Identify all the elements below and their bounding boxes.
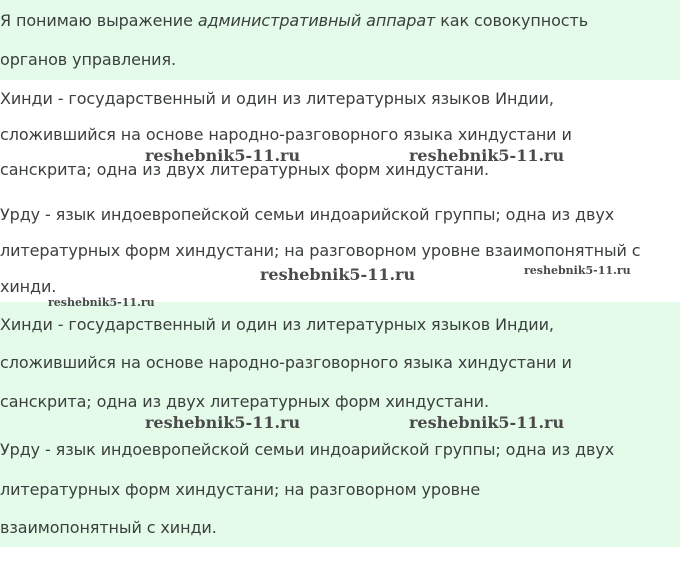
text-line: литературных форм хиндустани; на разговорном уровне (0, 480, 481, 499)
watermark: reshebnik5-11.ru (260, 265, 416, 284)
watermark: reshebnik5-11.ru (409, 413, 565, 432)
text-line: взаимопонятный с хинди. (0, 518, 217, 537)
watermark: reshebnik5-11.ru (48, 296, 155, 309)
text-line (0, 11, 588, 31)
text-line: хинди. (0, 277, 57, 296)
text-line: Хинди - государственный и один из литературных языков Индии, (0, 315, 554, 334)
watermark: reshebnik5-11.ru (524, 264, 631, 277)
text-line: литературных форм хиндустани; на разговорном уровне взаимопонятный с (0, 241, 641, 260)
text-line: органов управления. (0, 50, 176, 69)
text-line: Урду - язык индоевропейской семьи индоарийской группы; одна из двух (0, 440, 615, 459)
highlighted-definition-block (0, 302, 680, 547)
text-line: сложившийся на основе народно-разговорного языка хиндустани и (0, 125, 572, 144)
text-segment: Я понимаю выражение (0, 11, 198, 30)
text-line: Урду - язык индоевропейской семьи индоарийской группы; одна из двух (0, 205, 615, 224)
highlighted-answer-block (0, 0, 680, 80)
text-line: санскрита; одна из двух литературных форм хиндустани. (0, 392, 489, 411)
watermark: reshebnik5-11.ru (145, 413, 301, 432)
watermark: reshebnik5-11.ru (145, 146, 301, 165)
text-line: санскрита; одна из двух литературных форм хиндустани. (0, 160, 489, 179)
text-line: сложившийся на основе народно-разговорного языка хиндустани и (0, 353, 572, 372)
emphasized-term: административный аппарат (197, 11, 436, 30)
text-line: Хинди - государственный и один из литературных языков Индии, (0, 89, 554, 108)
text-segment: как совокупность (435, 11, 589, 30)
watermark: reshebnik5-11.ru (409, 146, 565, 165)
